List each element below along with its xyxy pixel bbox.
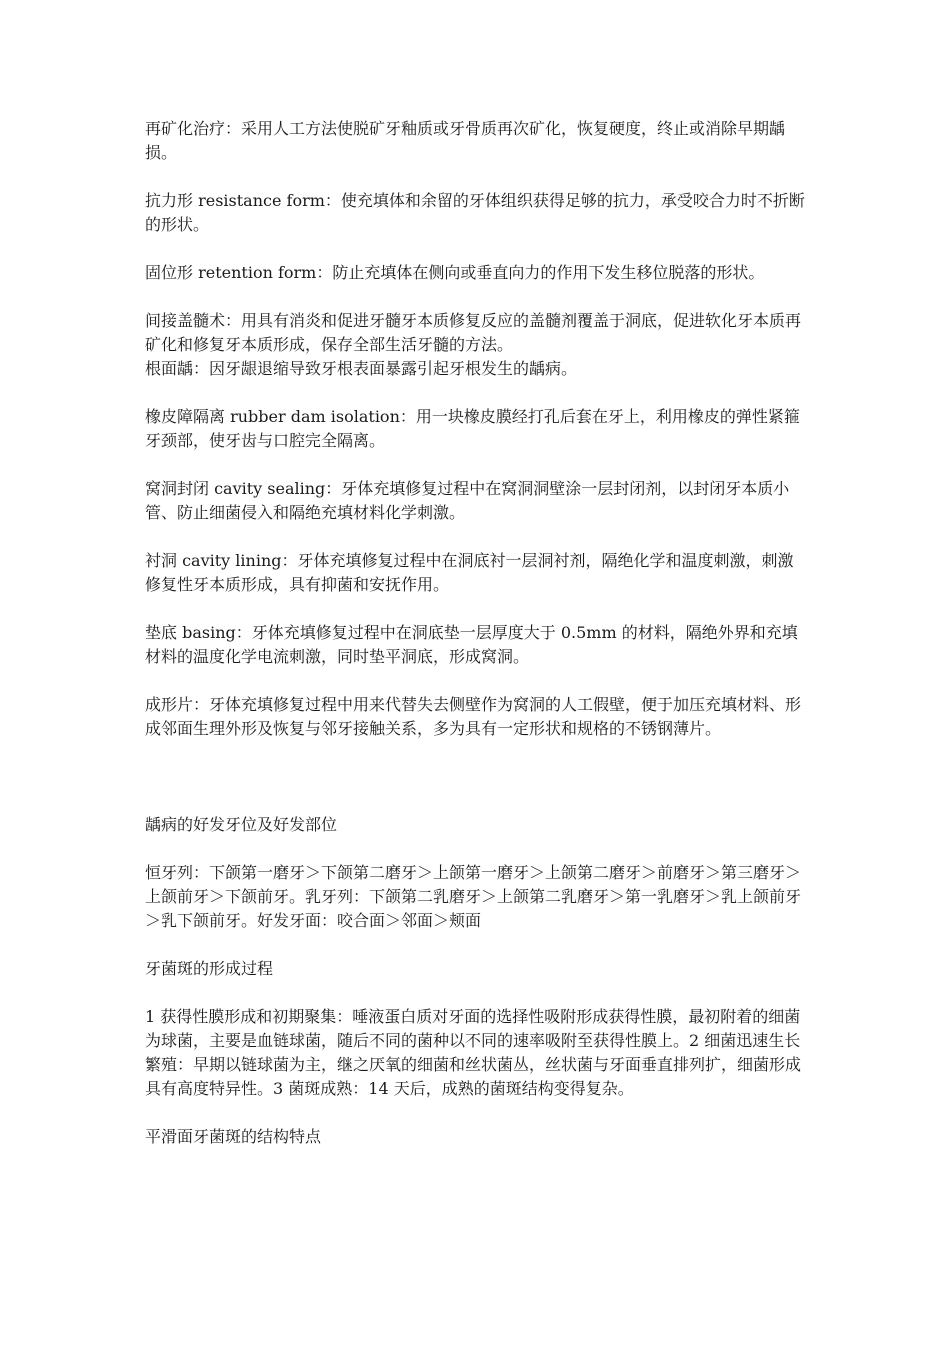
- paragraph-plaque-formation: 1 获得性膜形成和初期聚集：唾液蛋白质对牙面的选择性吸附形成获得性膜，最初附着的细菌为球菌，主要是血链球菌，随后不同的菌种以不同的速率吸附至获得性膜上。2 细菌迅速生长繁殖：早期以链球菌为主，继之厌氧的细菌和丝状菌丛，丝状菌与牙面垂直排列扩，细菌形成具有高度特异性。3 菌斑成熟：14 天后，成熟的菌斑结构变得复杂。: [145, 1007, 802, 1098]
- paragraph-retention-form: 固位形 retention form：防止充填体在侧向或垂直向力的作用下发生移位脱落的形状。: [145, 263, 765, 282]
- section-heading-caries-sites: 龋病的好发牙位及好发部位: [145, 815, 338, 834]
- section-heading-plaque-formation: 牙菌斑的形成过程: [145, 959, 274, 978]
- section-gap: [145, 765, 807, 813]
- paragraph-cavity-lining: 衬洞 cavity lining：牙体充填修复过程中在洞底衬一层洞衬剂，隔绝化学和温度刺激，刺激修复性牙本质形成，具有抑菌和安抚作用。: [145, 551, 794, 594]
- paragraph-remineralization: 再矿化治疗：采用人工方法使脱矿牙釉质或牙骨质再次矿化，恢复硬度，终止或消除早期龋损。: [145, 119, 786, 162]
- paragraph-resistance-form: 抗力形 resistance form：使充填体和余留的牙体组织获得足够的抗力，承受咬合力时不折断的形状。: [145, 191, 805, 234]
- paragraph-matrix-band: 成形片：牙体充填修复过程中用来代替失去侧壁作为窝洞的人工假壁，便于加压充填材料、形成邻面生理外形及恢复与邻牙接触关系，多为具有一定形状和规格的不锈钢薄片。: [145, 695, 802, 738]
- document-page: [145, 117, 807, 1173]
- paragraph-caries-sites: 恒牙列：下颌第一磨牙＞下颌第二磨牙＞上颌第一磨牙＞上颌第二磨牙＞前磨牙＞第三磨牙＞上颌前牙＞下颌前牙。乳牙列：下颌第二乳磨牙＞上颌第二乳磨牙＞第一乳磨牙＞乳上颌前牙＞乳下颌前牙。好发牙面：咬合面＞邻面＞颊面: [145, 863, 802, 930]
- paragraph-rubber-dam: 橡皮障隔离 rubber dam isolation：用一块橡皮膜经打孔后套在牙上，利用橡皮的弹性紧箍牙颈部，使牙齿与口腔完全隔离。: [145, 407, 800, 450]
- section-heading-smooth-surface-plaque: 平滑面牙菌斑的结构特点: [145, 1127, 322, 1146]
- paragraph-indirect-pulp-capping: 间接盖髓术：用具有消炎和促进牙髓牙本质修复反应的盖髓剂覆盖于洞底，促进软化牙本质再矿化和修复牙本质形成，保存全部生活牙髓的方法。: [145, 311, 802, 354]
- paragraph-root-caries: 根面龋：因牙龈退缩导致牙根表面暴露引起牙根发生的龋病。: [145, 359, 578, 378]
- paragraph-cavity-sealing: 窝洞封闭 cavity sealing：牙体充填修复过程中在窝洞洞壁涂一层封闭剂，以封闭牙本质小管、防止细菌侵入和隔绝充填材料化学刺激。: [145, 479, 790, 522]
- paragraph-basing: 垫底 basing：牙体充填修复过程中在洞底垫一层厚度大于 0.5mm 的材料，隔绝外界和充填材料的温度化学电流刺激，同时垫平洞底，形成窝洞。: [145, 623, 798, 666]
